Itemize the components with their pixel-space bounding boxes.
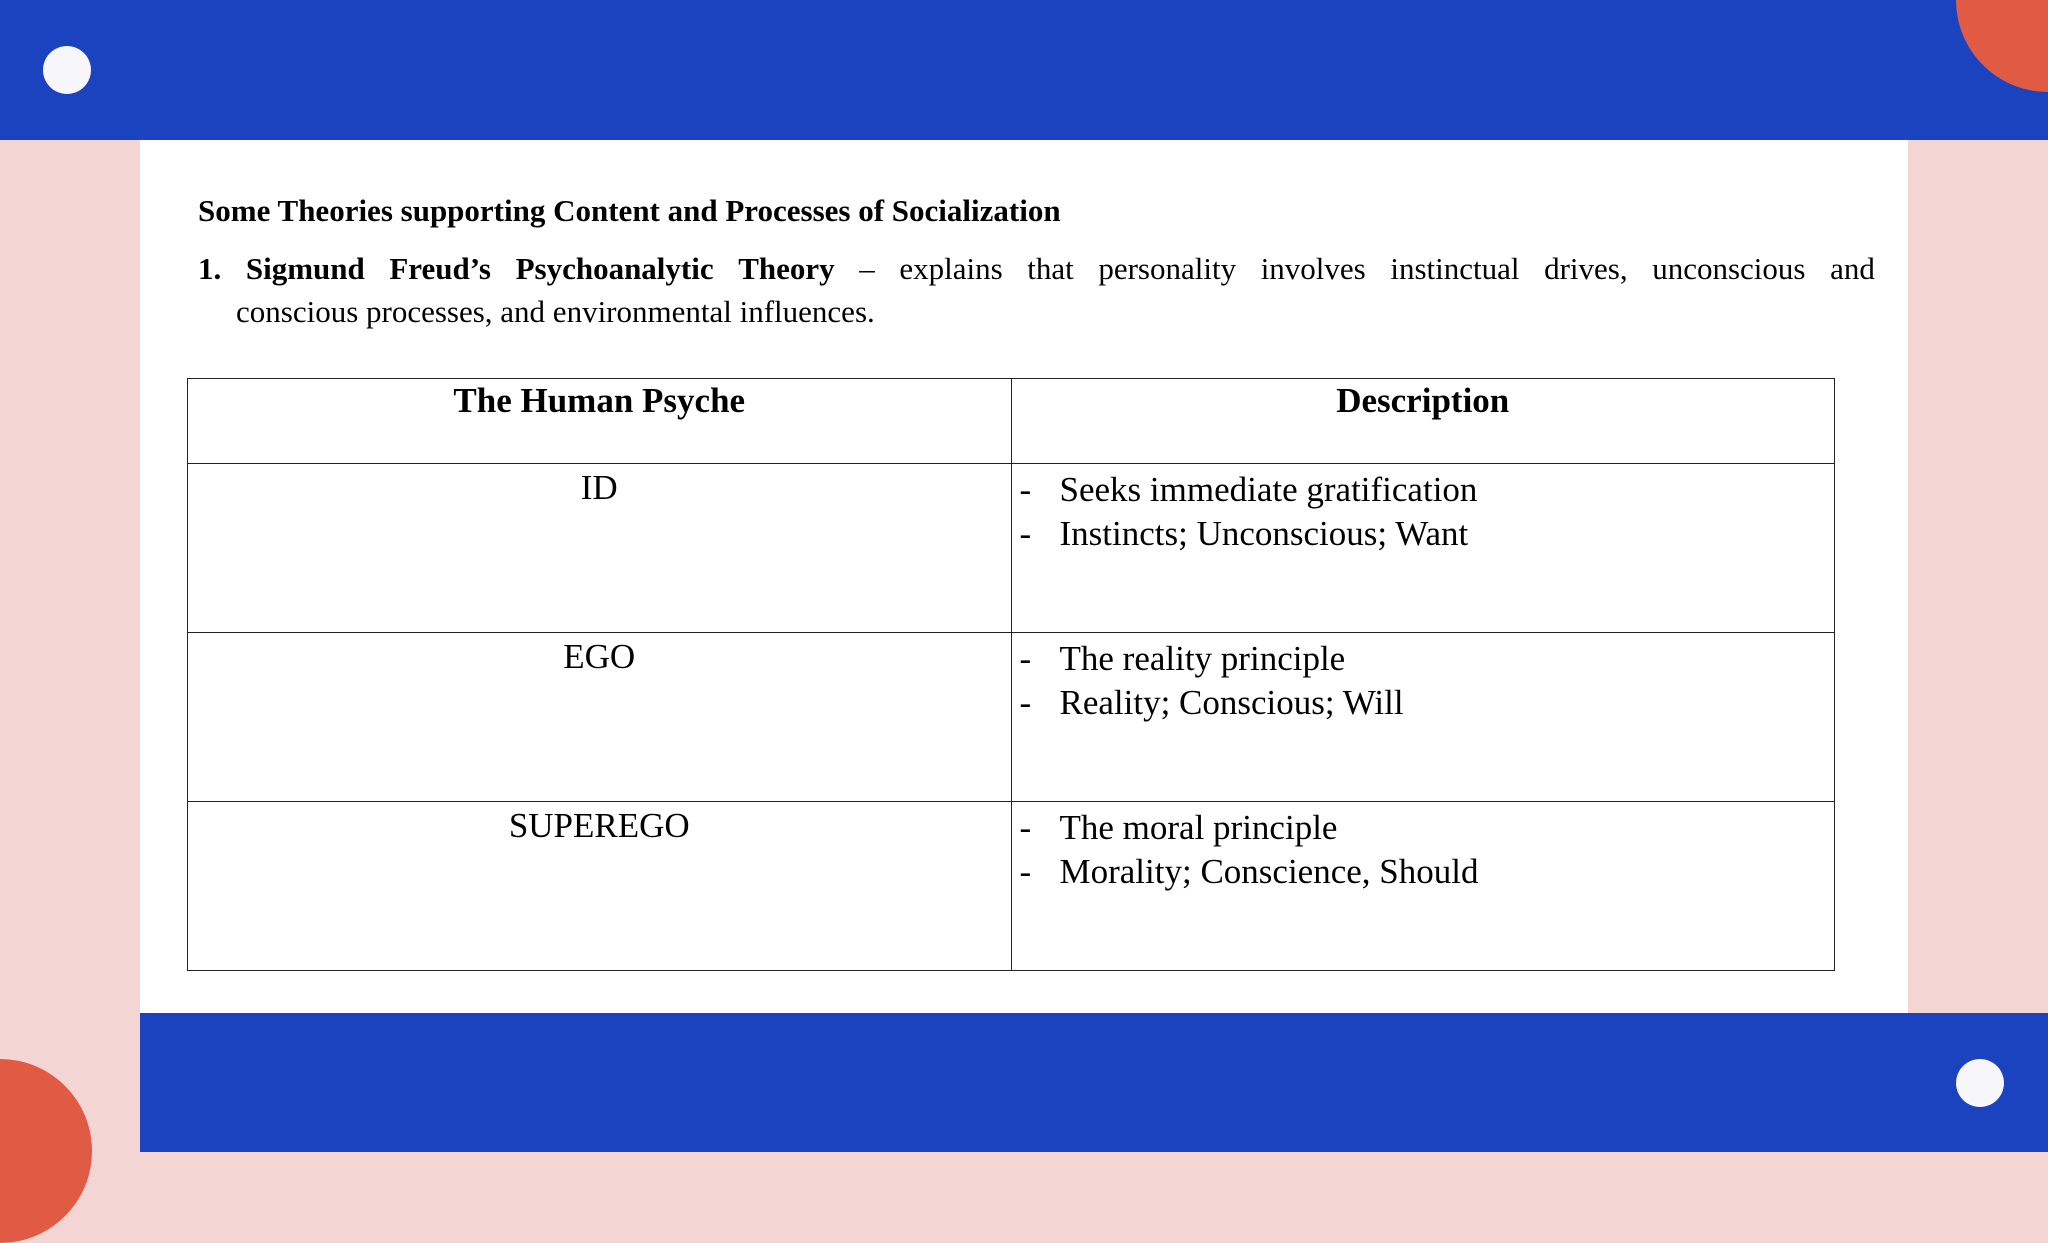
bottom-banner	[140, 1013, 2048, 1152]
theory-name-word: Sigmund	[245, 251, 365, 286]
white-dot-top-left	[43, 46, 91, 94]
psyche-name: SUPEREGO	[508, 806, 690, 845]
column-header-psyche: The Human Psyche	[188, 379, 1012, 464]
theory-first-line	[198, 247, 1875, 290]
description-item	[1020, 637, 1835, 681]
description-list	[1012, 802, 1835, 894]
theory-text-word: that	[1027, 251, 1074, 286]
table-row-ego	[188, 633, 1835, 802]
top-banner	[0, 0, 2048, 140]
description-item	[1020, 512, 1835, 556]
theory-name-word: Psychoanalytic	[515, 251, 714, 286]
psyche-cell	[188, 464, 1012, 633]
table-row-superego	[188, 802, 1835, 971]
theory-text-word: instinctual	[1390, 251, 1520, 286]
description-list	[1012, 633, 1835, 725]
theory-text-word: –	[859, 251, 875, 286]
description-text: The reality principle	[1059, 639, 1346, 678]
theory-paragraph	[198, 247, 1875, 333]
description-list	[1012, 464, 1835, 556]
theory-text-word: involves	[1260, 251, 1366, 286]
bullet-dash: -	[1019, 808, 1032, 847]
description-item	[1020, 468, 1835, 512]
column-header-description: Description	[1011, 379, 1835, 464]
description-item	[1020, 681, 1835, 725]
psyche-table	[187, 378, 1835, 971]
description-text: The moral principle	[1059, 808, 1338, 847]
bullet-dash: -	[1019, 639, 1032, 678]
theory-text-word: personality	[1098, 251, 1237, 286]
description-item	[1020, 850, 1835, 894]
bullet-dash: -	[1019, 470, 1032, 509]
theory-text-word: and	[1830, 251, 1875, 286]
orange-corner-circle-bottom-left	[0, 1059, 92, 1243]
psyche-name: ID	[580, 468, 618, 507]
theory-text-word: unconscious	[1652, 251, 1806, 286]
psyche-cell	[188, 802, 1012, 971]
slide-heading: Some Theories supporting Content and Processes of Socialization	[198, 193, 1061, 228]
bullet-dash: -	[1019, 852, 1032, 891]
table-header-row	[188, 379, 1835, 464]
white-dot-bottom-right	[1956, 1059, 2004, 1107]
description-text: Instincts; Unconscious; Want	[1059, 514, 1469, 553]
theory-second-line: conscious processes, and environmental influences.	[236, 294, 875, 329]
bullet-dash: -	[1019, 683, 1032, 722]
psyche-cell	[188, 633, 1012, 802]
theory-text-word: explains	[899, 251, 1003, 286]
description-cell	[1011, 633, 1835, 802]
description-cell	[1011, 802, 1835, 971]
description-text: Seeks immediate gratification	[1059, 470, 1478, 509]
theory-number: 1.	[198, 251, 222, 286]
theory-name-word: Freud’s	[389, 251, 491, 286]
description-text: Morality; Conscience, Should	[1059, 852, 1479, 891]
table-row-id	[188, 464, 1835, 633]
description-item	[1020, 806, 1835, 850]
theory-text-word: drives,	[1544, 251, 1628, 286]
bullet-dash: -	[1019, 514, 1032, 553]
description-cell	[1011, 464, 1835, 633]
theory-name-word: Theory	[738, 251, 835, 286]
description-text: Reality; Conscious; Will	[1059, 683, 1404, 722]
psyche-name: EGO	[563, 637, 636, 676]
